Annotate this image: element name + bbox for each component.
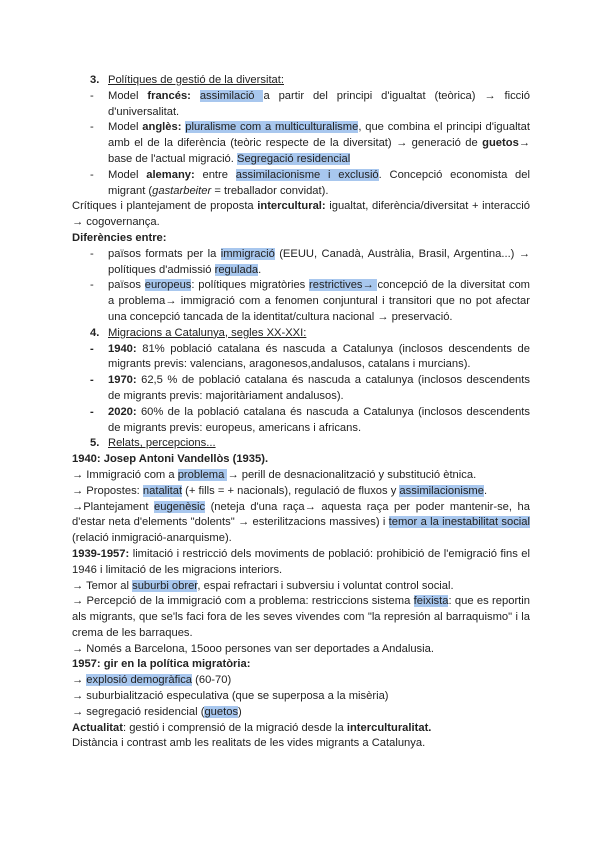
highlight-assimilacio: assimilació xyxy=(199,89,264,102)
model-alemany: - Model alemany: entre assimilacionisme i exclusió. Concepció economista del migrant (gastarbeiter = treballador convidat). xyxy=(90,168,530,197)
gir-line-1: → explosió demogràfica (60-70) xyxy=(72,674,232,687)
vandellos-heading: 1940: Josep Antoni Vandellòs (1935). xyxy=(72,453,269,466)
actualitat-line-2: Distància i contrast amb les realitats de les vides migrants a Catalunya. xyxy=(72,737,426,750)
actualitat-line: Actualitat: gestió i comprensió de la migració desde la interculturalitat. xyxy=(72,721,432,734)
vandellos-line-3: →Plantejament eugenèsic (neteja d'una raça→ aquesta raça per poder mantenir-se, ha d'estar neta d'elements "dolents" → esterilitzacions massives) i temor a la inestabilitat social (relació inmigració-anarquisme). xyxy=(72,500,530,545)
section-5-heading: 5. Relats, percepcions... xyxy=(90,437,216,450)
highlight-assimilacionisme-exclusio: assimilacionisme i exclusió xyxy=(235,168,379,181)
year-1940: - 1940: 81% població catalana és nascuda a Catalunya (inclosos descendents de migrants previs: valencians, aragonesos,andalusos, catalans i murcians). xyxy=(90,342,530,371)
period-line-1: → Temor al suburbi obrer, espai refractari i subversiu i voluntat control social. xyxy=(72,579,454,592)
gir-line-2: → suburbialització especulativa (que se superposa a la misèria) xyxy=(72,690,389,703)
period-1939-1957: 1939-1957: limitació i restricció dels moviments de població: prohibició de l'emigració fins el 1946 i limitació de les migracions interiors. xyxy=(72,547,530,576)
section-3-number: 3. xyxy=(90,74,100,86)
year-1970: - 1970: 62,5 % de població catalana és nascuda a catalunya (inclosos descendents de migrants previs: majoritàriament andalusos). xyxy=(90,374,530,402)
vandellos-line-2: → Propostes: natalitat (+ fills = + nacionals), regulació de fluxos y assimilacionisme. xyxy=(72,484,488,497)
period-line-3: → Només a Barcelona, 15ooo persones van ser deportades a Andalusia. xyxy=(72,642,434,655)
section-3-title: Polítiques de gestió de la diversitat: xyxy=(108,74,284,86)
period-line-2: → Percepció de la immigració com a problema: restriccions sistema feixista: que es reportin als migrants, que se'ls faci fora de les seves vivendes com "la represión al barraquismo" i la crema de les barraques. xyxy=(72,595,530,639)
gir-line-3: → segregació residencial (guetos) xyxy=(72,705,242,718)
section-4-heading: 4. Migracions a Catalunya, segles XX-XXI: xyxy=(90,326,307,339)
highlight-segregacio: Segregació residencial xyxy=(237,152,351,165)
section-3-heading xyxy=(90,73,530,89)
diferencies-heading: Diferències entre: xyxy=(72,231,167,244)
highlight-pluralisme: pluralisme com a multiculturalisme xyxy=(185,121,359,134)
model-frances: - Model francés: assimilació a partir del principi d'igualtat (teòrica) → ficció d'universalitat. xyxy=(90,89,530,118)
diferencia-immigracio: - països formats per la immigració (EEUU, Canadà, Austràlia, Brasil, Argentina...) → polítiques d'admissió regulada. xyxy=(90,247,530,276)
document-body xyxy=(72,73,530,752)
vandellos-line-1: → Immigració com a problema → perill de desnacionalització y substitució ètnica. xyxy=(72,468,477,481)
critiques-paragraph: Crítiques i plantejament de proposta intercultural: igualtat, diferència/diversitat + interacció → cogovernança. xyxy=(72,200,530,229)
year-2020: - 2020: 60% de la població catalana és nascuda a Catalunya (inclosos descendents de migrants previs: europeus, americans i africans. xyxy=(90,405,530,434)
model-angles: - Model anglès: pluralisme com a multiculturalisme, que combina el principi d'igualtat amb el de la diferència (teòric respecte de la diversitat) → generació de guetos→ base de l'actual migració. Segregació residencial xyxy=(90,121,530,165)
diferencia-europeus: - països europeus: polítiques migratòries restrictives→ concepció de la diversitat com a problema→ immigració com a fenomen conjuntural i transitori que no pot afectar una concepció tancada de la identitat/cultura nacional → preservació. xyxy=(90,279,530,323)
gir-1957-heading: 1957: gir en la política migratòria: xyxy=(72,658,251,671)
